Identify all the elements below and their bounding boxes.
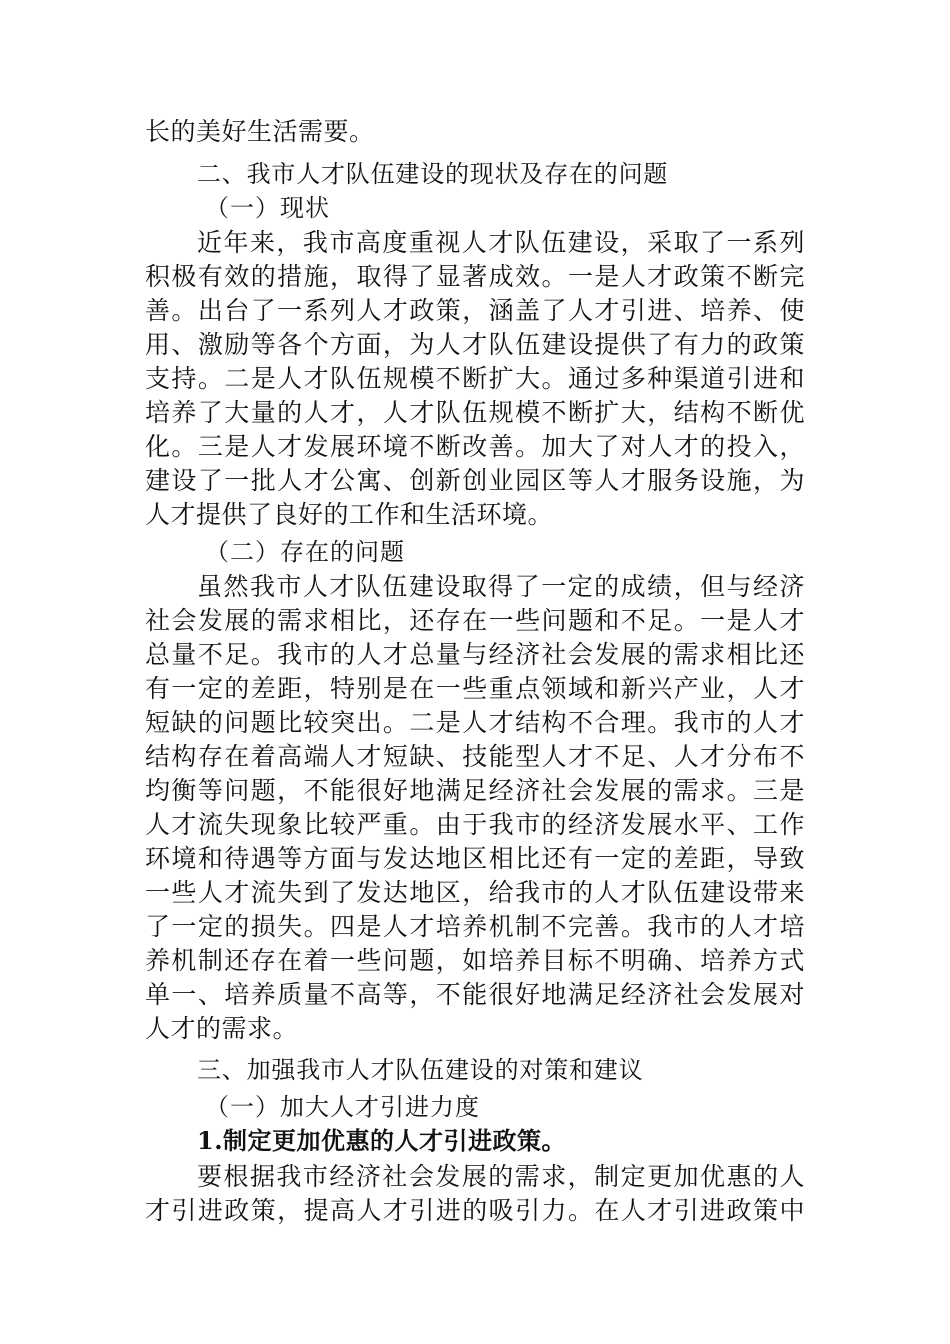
subsection-heading: （一）加大人才引进力度 — [205, 1093, 480, 1121]
paragraph-line: 均衡等问题，不能很好地满足经济社会发展的需求。三是 — [145, 776, 805, 805]
subsection-heading: （二）存在的问题 — [205, 538, 405, 566]
paragraph-line: 积极有效的措施，取得了显著成效。一是人才政策不断完 — [145, 262, 805, 291]
paragraph-line: 虽然我市人才队伍建设取得了一定的成绩，但与经济 — [197, 572, 805, 601]
paragraph-line: 长的美好生活需要。 — [145, 117, 375, 146]
paragraph-line: 总量不足。我市的人才总量与经济社会发展的需求相比还 — [145, 640, 805, 669]
paragraph-line: 一些人才流失到了发达地区，给我市的人才队伍建设带来 — [145, 878, 805, 907]
paragraph-line: 人才的需求。 — [145, 1014, 299, 1043]
paragraph-line: 结构存在着高端人才短缺、技能型人才不足、人才分布不 — [145, 742, 805, 771]
subsection-heading: （一）现状 — [205, 194, 330, 222]
paragraph-line: 人才流失现象比较严重。由于我市的经济发展水平、工作 — [145, 810, 805, 839]
paragraph-line: 了一定的损失。四是人才培养机制不完善。我市的人才培 — [145, 912, 805, 941]
paragraph-line: 人才提供了良好的工作和生活环境。 — [145, 500, 554, 529]
paragraph-line: 支持。二是人才队伍规模不断扩大。通过多种渠道引进和 — [145, 364, 805, 393]
paragraph-line: 建设了一批人才公寓、创新创业园区等人才服务设施，为 — [145, 466, 805, 495]
paragraph-line: 培养了大量的人才，人才队伍规模不断扩大，结构不断优 — [145, 398, 805, 427]
paragraph-line: 单一、培养质量不高等，不能很好地满足经济社会发展对 — [145, 980, 805, 1009]
paragraph-line: 要根据我市经济社会发展的需求，制定更加优惠的人 — [197, 1162, 805, 1191]
paragraph-line: 近年来，我市高度重视人才队伍建设，采取了一系列 — [197, 228, 805, 257]
paragraph-line: 才引进政策，提高人才引进的吸引力。在人才引进政策中 — [145, 1196, 805, 1225]
section-heading: 二、我市人才队伍建设的现状及存在的问题 — [197, 160, 669, 188]
paragraph-line: 化。三是人才发展环境不断改善。加大了对人才的投入， — [145, 432, 805, 461]
item-heading: 1.制定更加优惠的人才引进政策。 — [197, 1126, 567, 1155]
paragraph-line: 环境和待遇等方面与发达地区相比还有一定的差距，导致 — [145, 844, 805, 873]
paragraph-line: 用、激励等各个方面，为人才队伍建设提供了有力的政策 — [145, 330, 805, 359]
section-heading: 三、加强我市人才队伍建设的对策和建议 — [197, 1056, 644, 1084]
paragraph-line: 有一定的差距，特别是在一些重点领域和新兴产业，人才 — [145, 674, 805, 703]
paragraph-line: 短缺的问题比较突出。二是人才结构不合理。我市的人才 — [145, 708, 805, 737]
paragraph-line: 社会发展的需求相比，还存在一些问题和不足。一是人才 — [145, 606, 805, 635]
paragraph-line: 善。出台了一系列人才政策，涵盖了人才引进、培养、使 — [145, 296, 805, 325]
paragraph-line: 养机制还存在着一些问题，如培养目标不明确、培养方式 — [145, 946, 805, 975]
